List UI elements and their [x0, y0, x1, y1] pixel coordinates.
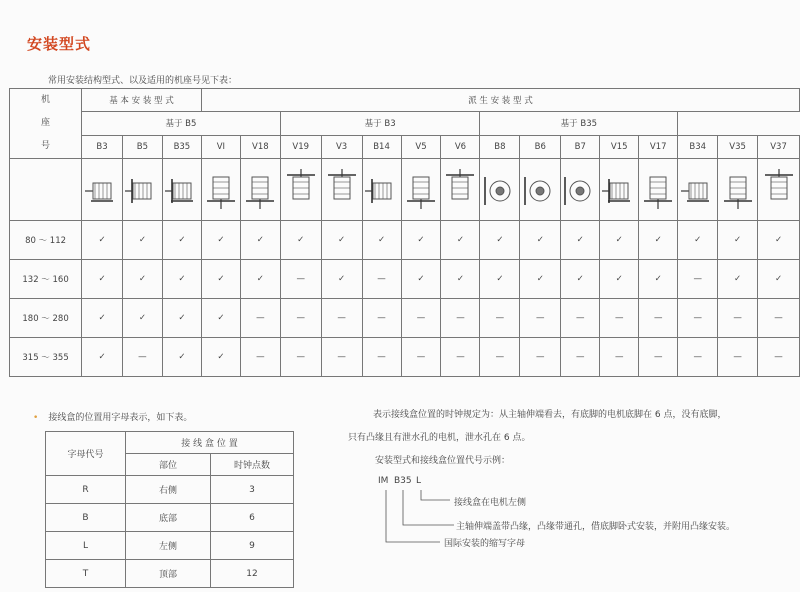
not-applicable-dash: —: [362, 299, 401, 338]
frame-range: 315 ～ 355: [10, 338, 82, 377]
code-example-diagram: [374, 470, 794, 550]
check-mark: ✓: [600, 260, 639, 299]
not-applicable-dash: —: [678, 299, 718, 338]
mount-b14-icon: [363, 169, 401, 211]
mount-figure-cell: [401, 159, 441, 221]
terminal-note: • 接线盒的位置用字母表示，如下表。: [33, 413, 193, 423]
not-applicable-dash: —: [561, 299, 600, 338]
check-mark: ✓: [201, 299, 240, 338]
mount-figure-cell: [520, 159, 561, 221]
example-code-im: IM: [378, 476, 389, 486]
terminal-box-row: [46, 560, 294, 588]
mount-v18-icon: [241, 169, 279, 211]
frame-number-header: 机 座 号: [10, 89, 82, 159]
position-part: 左侧: [126, 532, 211, 560]
check-mark: ✓: [321, 260, 362, 299]
column-code: V17: [639, 135, 678, 158]
check-mark: ✓: [162, 221, 201, 260]
example-leader-lines: [374, 470, 794, 550]
clock-position: 12: [211, 560, 294, 588]
check-mark: ✓: [758, 260, 800, 299]
column-code: B5: [122, 135, 162, 158]
column-code: V3: [321, 135, 362, 158]
not-applicable-dash: —: [678, 260, 718, 299]
column-code: B8: [480, 135, 520, 158]
not-applicable-dash: —: [321, 338, 362, 377]
mount-b35-icon: [163, 169, 201, 211]
terminal-box-row: [46, 504, 294, 532]
column-code: V19: [280, 135, 321, 158]
icon-row-spacer: [10, 159, 82, 221]
check-mark: ✓: [480, 221, 520, 260]
check-mark: ✓: [441, 221, 480, 260]
not-applicable-dash: —: [718, 299, 758, 338]
mount-b5-icon: [123, 169, 161, 211]
derived-mount-group-header: 派 生 安 装 型 式: [201, 89, 799, 112]
check-mark: ✓: [162, 260, 201, 299]
mount-b6-icon: [521, 169, 559, 211]
column-code: B7: [561, 135, 600, 158]
box-header-clock: 时钟点数: [211, 454, 294, 476]
column-code: V18: [240, 135, 280, 158]
check-mark: ✓: [82, 338, 123, 377]
check-mark: ✓: [162, 338, 201, 377]
not-applicable-dash: —: [758, 299, 800, 338]
example-heading: 安装型式和接线盒位置代号示例：: [375, 456, 511, 466]
not-applicable-dash: —: [401, 299, 441, 338]
column-code: B3: [82, 135, 123, 158]
mount-b3-icon: [83, 169, 121, 211]
not-applicable-dash: —: [321, 299, 362, 338]
column-code: B35: [162, 135, 201, 158]
mount-b7-icon: [561, 169, 599, 211]
mount-figure-cell: [678, 159, 718, 221]
not-applicable-dash: —: [639, 338, 678, 377]
mount-figure-cell: [718, 159, 758, 221]
frame-range: 80 ～ 112: [10, 221, 82, 260]
mount-v15-icon: [600, 169, 638, 211]
bullet-icon: •: [33, 413, 39, 423]
mount-v6-icon: [441, 169, 479, 211]
check-mark: ✓: [362, 221, 401, 260]
column-code: VI: [201, 135, 240, 158]
terminal-box-row: [46, 532, 294, 560]
mount-figure-cell: [758, 159, 800, 221]
mount-figure-cell: [240, 159, 280, 221]
not-applicable-dash: —: [240, 338, 280, 377]
check-mark: ✓: [520, 260, 561, 299]
subgroup-b5: 基于 B5: [82, 112, 281, 135]
not-applicable-dash: —: [600, 299, 639, 338]
check-mark: ✓: [639, 221, 678, 260]
mount-figure-cell: [82, 159, 123, 221]
example-code-b35: B35: [394, 476, 412, 486]
check-mark: ✓: [718, 260, 758, 299]
not-applicable-dash: —: [480, 299, 520, 338]
letter-code: R: [46, 476, 126, 504]
not-applicable-dash: —: [362, 260, 401, 299]
mount-b8-icon: [481, 169, 519, 211]
terminal-box-table: [45, 431, 294, 588]
check-mark: ✓: [201, 221, 240, 260]
mount-b34-icon: [679, 169, 717, 211]
position-part: 顶部: [126, 560, 211, 588]
not-applicable-dash: —: [520, 338, 561, 377]
check-mark: ✓: [321, 221, 362, 260]
terminal-box-row: [46, 476, 294, 504]
box-header-part: 部位: [126, 454, 211, 476]
box-header-code: 字母代号: [46, 432, 126, 476]
not-applicable-dash: —: [758, 338, 800, 377]
mount-figure-cell: [441, 159, 480, 221]
check-mark: ✓: [122, 260, 162, 299]
mount-figure-cell: [600, 159, 639, 221]
mount-figure-cell: [162, 159, 201, 221]
mount-figure-cell: [639, 159, 678, 221]
subgroup-b3: 基于 B3: [280, 112, 480, 135]
not-applicable-dash: —: [441, 338, 480, 377]
example-label-l: 接线盒在电机左侧: [454, 498, 527, 508]
mount-v3-icon: [323, 169, 361, 211]
check-mark: ✓: [561, 260, 600, 299]
frame-range: 180 ～ 280: [10, 299, 82, 338]
check-mark: ✓: [718, 221, 758, 260]
check-mark: ✓: [82, 221, 123, 260]
clock-rule-line1: 表示接线盒位置的时钟规定为：从主轴伸端看去，有底脚的电机底脚在 6 点，没有底脚，: [373, 410, 727, 420]
frame-range: 132 ～ 160: [10, 260, 82, 299]
not-applicable-dash: —: [600, 338, 639, 377]
check-mark: ✓: [678, 221, 718, 260]
not-applicable-dash: —: [401, 338, 441, 377]
check-mark: ✓: [480, 260, 520, 299]
mount-figure-cell: [201, 159, 240, 221]
column-code: V6: [441, 135, 480, 158]
column-code: V5: [401, 135, 441, 158]
page-title: 安装型式: [27, 35, 92, 53]
check-mark: ✓: [201, 260, 240, 299]
table-row: [10, 260, 800, 299]
mount-v5-icon: [402, 169, 440, 211]
not-applicable-dash: —: [280, 299, 321, 338]
mount-v17-icon: [639, 169, 677, 211]
letter-code: T: [46, 560, 126, 588]
check-mark: ✓: [441, 260, 480, 299]
column-code: B34: [678, 135, 718, 158]
table-row: [10, 221, 800, 260]
not-applicable-dash: —: [441, 299, 480, 338]
position-part: 底部: [126, 504, 211, 532]
mount-figure-cell: [362, 159, 401, 221]
mount-v35-icon: [719, 169, 757, 211]
column-code: V37: [758, 135, 800, 158]
not-applicable-dash: —: [362, 338, 401, 377]
column-code: V15: [600, 135, 639, 158]
mount-figure-cell: [561, 159, 600, 221]
column-code: B6: [520, 135, 561, 158]
example-code-l: L: [416, 476, 422, 486]
table-row: [10, 299, 800, 338]
not-applicable-dash: —: [280, 260, 321, 299]
not-applicable-dash: —: [480, 338, 520, 377]
check-mark: ✓: [82, 299, 123, 338]
mount-v1-icon: [202, 169, 240, 211]
mount-figure-cell: [280, 159, 321, 221]
letter-code: B: [46, 504, 126, 532]
box-header-group: 接 线 盒 位 置: [126, 432, 294, 454]
clock-rule-line2: 只有凸缘且有泄水孔的电机，泄水孔在 6 点。: [348, 433, 531, 443]
mount-figure-cell: [122, 159, 162, 221]
position-part: 右侧: [126, 476, 211, 504]
not-applicable-dash: —: [718, 338, 758, 377]
check-mark: ✓: [280, 221, 321, 260]
check-mark: ✓: [240, 221, 280, 260]
not-applicable-dash: —: [678, 338, 718, 377]
mount-v19-icon: [282, 169, 320, 211]
check-mark: ✓: [401, 221, 441, 260]
column-code: B14: [362, 135, 401, 158]
subgroup-b35: 基于 B35: [480, 112, 678, 135]
example-label-im: 国际安装的缩写字母: [444, 539, 526, 549]
not-applicable-dash: —: [122, 338, 162, 377]
check-mark: ✓: [401, 260, 441, 299]
check-mark: ✓: [122, 299, 162, 338]
check-mark: ✓: [162, 299, 201, 338]
check-mark: ✓: [639, 260, 678, 299]
not-applicable-dash: —: [561, 338, 600, 377]
basic-mount-group-header: 基 本 安 装 型 式: [82, 89, 202, 112]
table-row: [10, 338, 800, 377]
mount-figure-cell: [480, 159, 520, 221]
check-mark: ✓: [561, 221, 600, 260]
not-applicable-dash: —: [240, 299, 280, 338]
check-mark: ✓: [122, 221, 162, 260]
example-label-b35: 主轴伸端盖带凸缘，凸缘带通孔，借底脚卧式安装，并附用凸缘安装。: [456, 522, 736, 532]
column-code: V35: [718, 135, 758, 158]
mounting-table: [9, 88, 800, 377]
check-mark: ✓: [758, 221, 800, 260]
check-mark: ✓: [82, 260, 123, 299]
intro-text: 常用安装结构型式、以及适用的机座号见下表：: [48, 76, 238, 86]
mount-figure-cell: [321, 159, 362, 221]
not-applicable-dash: —: [280, 338, 321, 377]
check-mark: ✓: [520, 221, 561, 260]
not-applicable-dash: —: [520, 299, 561, 338]
check-mark: ✓: [240, 260, 280, 299]
mount-v37-icon: [760, 169, 798, 211]
check-mark: ✓: [600, 221, 639, 260]
check-mark: ✓: [201, 338, 240, 377]
not-applicable-dash: —: [639, 299, 678, 338]
clock-position: 6: [211, 504, 294, 532]
clock-position: 3: [211, 476, 294, 504]
letter-code: L: [46, 532, 126, 560]
clock-position: 9: [211, 532, 294, 560]
